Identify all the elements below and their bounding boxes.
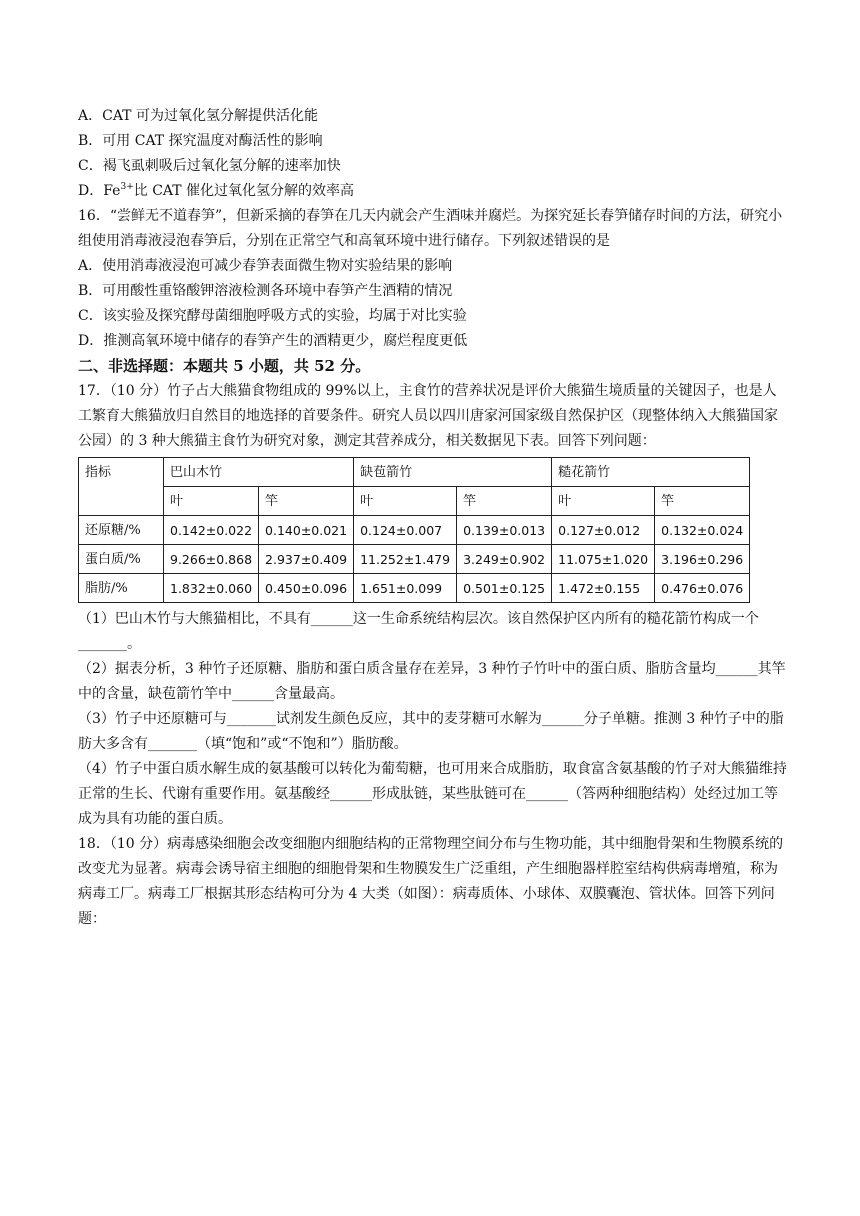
q15-option-d-suffix: 比 CAT 催化过氧化氢分解的效率高 xyxy=(133,183,355,199)
table-cell: 1.472±0.155 xyxy=(552,574,655,603)
table-cell: 0.140±0.021 xyxy=(259,516,354,545)
q16-option-d: D．推测高氧环境中储存的春笋产生的酒精更少，腐烂程度更低 xyxy=(78,333,468,349)
table-row-label: 蛋白质/% xyxy=(79,545,164,574)
table-cell: 0.501±0.125 xyxy=(457,574,552,603)
table-row xyxy=(79,516,750,545)
table-cell: 0.450±0.096 xyxy=(259,574,354,603)
table-cell: 11.252±1.479 xyxy=(354,545,457,574)
table-row xyxy=(79,545,750,574)
table-cell: 0.142±0.022 xyxy=(164,516,259,545)
table-cell: 11.075±1.020 xyxy=(552,545,655,574)
table-part-header: 竿 xyxy=(259,487,354,516)
table-cell: 1.832±0.060 xyxy=(164,574,259,603)
table-species-header: 缺苞箭竹 xyxy=(354,458,552,487)
q17-sub4: （4）竹子中蛋白质水解生成的氨基酸可以转化为葡萄糖，也可用来合成脂肪，取食富含氨基酸的竹子对大熊猫维持正常的生长、代谢有重要作用。氨基酸经______形成肽链，某些肽链可在______（答两种细胞结构）处经过加工等成为具有功能的蛋白质。 xyxy=(78,761,787,827)
q16-option-c: C．该实验及探究酵母菌细胞呼吸方式的实验，均属于对比实验 xyxy=(78,308,467,324)
table-cell: 0.127±0.012 xyxy=(552,516,655,545)
section-2-title: 二、非选择题：本题共 5 小题，共 52 分。 xyxy=(78,357,371,375)
q15-option-a: A．CAT 可为过氧化氢分解提供活化能 xyxy=(78,108,318,124)
table-part-header: 叶 xyxy=(164,487,259,516)
table-part-header: 竿 xyxy=(457,487,552,516)
q17-sub1: （1）巴山木竹与大熊猫相比，不具有______这一生命系统结构层次。该自然保护区内所有的糙花箭竹构成一个_______。 xyxy=(78,611,759,652)
table-cell: 0.132±0.024 xyxy=(655,516,750,545)
table-cell: 2.937±0.409 xyxy=(259,545,354,574)
q15-option-d-prefix: D．Fe xyxy=(78,183,121,199)
table-row xyxy=(79,574,750,603)
table-row-label: 还原糖/% xyxy=(79,516,164,545)
table-cell: 1.651±0.099 xyxy=(354,574,457,603)
q16-option-b: B．可用酸性重铬酸钾溶液检测各环境中春笋产生酒精的情况 xyxy=(78,283,453,299)
q15-option-c: C．褐飞虱刺吸后过氧化氢分解的速率加快 xyxy=(78,158,341,174)
table-cell: 0.476±0.076 xyxy=(655,574,750,603)
table-corner-cell: 指标 xyxy=(79,458,164,516)
q15-option-d xyxy=(78,179,790,204)
table-species-header: 糙花箭竹 xyxy=(552,458,750,487)
table-part-header: 竿 xyxy=(655,487,750,516)
table-cell: 3.249±0.902 xyxy=(457,545,552,574)
table-header-row xyxy=(79,458,750,487)
q16-option-a: A．使用消毒液浸泡可减少春笋表面微生物对实验结果的影响 xyxy=(78,258,453,274)
table-cell: 0.139±0.013 xyxy=(457,516,552,545)
q17-sub3: （3）竹子中还原糖可与_______试剂发生颜色反应，其中的麦芽糖可水解为______分子单糖。推测 3 种竹子中的脂肪大多含有_______（填“饱和”或“不饱和”）脂肪酸。 xyxy=(78,711,784,752)
table-cell: 9.266±0.868 xyxy=(164,545,259,574)
table-subheader-row xyxy=(79,487,750,516)
q15-option-d-superscript: 3+ xyxy=(120,182,134,192)
table-cell: 0.124±0.007 xyxy=(354,516,457,545)
q16-stem: 16．“尝鲜无不道春笋”，但新采摘的春笋在几天内就会产生酒味并腐烂。为探究延长春笋储存时间的方法，研究小组使用消毒液浸泡春笋后，分别在正常空气和高氧环境中进行储存。下列叙述错误的是 xyxy=(78,208,783,249)
q18-stem: 18．（10 分）病毒感染细胞会改变细胞内细胞结构的正常物理空间分布与生物功能，其中细胞骨架和生物膜系统的改变尤为显著。病毒会诱导宿主细胞的细胞骨架和生物膜发生广泛重组，产生细胞器样腔室结构供病毒增殖，称为病毒工厂。病毒工厂根据其形态结构可分为 4 大类（如图）：病毒质体、小球体、双膜囊泡、管状体。回答下列问题： xyxy=(78,836,784,927)
table-species-header: 巴山木竹 xyxy=(164,458,354,487)
table-part-header: 叶 xyxy=(552,487,655,516)
nutrition-table xyxy=(78,457,750,603)
q15-option-b: B．可用 CAT 探究温度对酶活性的影响 xyxy=(78,133,323,149)
q17-sub2: （2）据表分析，3 种竹子还原糖、脂肪和蛋白质含量存在差异，3 种竹子竹叶中的蛋白质、脂肪含量均______其竿中的含量，缺苞箭竹竿中______含量最高。 xyxy=(78,661,786,702)
table-cell: 3.196±0.296 xyxy=(655,545,750,574)
q17-stem: 17．（10 分）竹子占大熊猫食物组成的 99%以上，主食竹的营养状况是评价大熊猫生境质量的关键因子，也是人工繁育大熊猫放归自然目的地选择的首要条件。研究人员以四川唐家河国家级自然保护区（现整体纳入大熊猫国家公园）的 3 种大熊猫主食竹为研究对象，测定其营养成分，相关数据见下表。回答下列问题： xyxy=(78,383,778,449)
table-part-header: 叶 xyxy=(354,487,457,516)
table-row-label: 脂肪/% xyxy=(79,574,164,603)
